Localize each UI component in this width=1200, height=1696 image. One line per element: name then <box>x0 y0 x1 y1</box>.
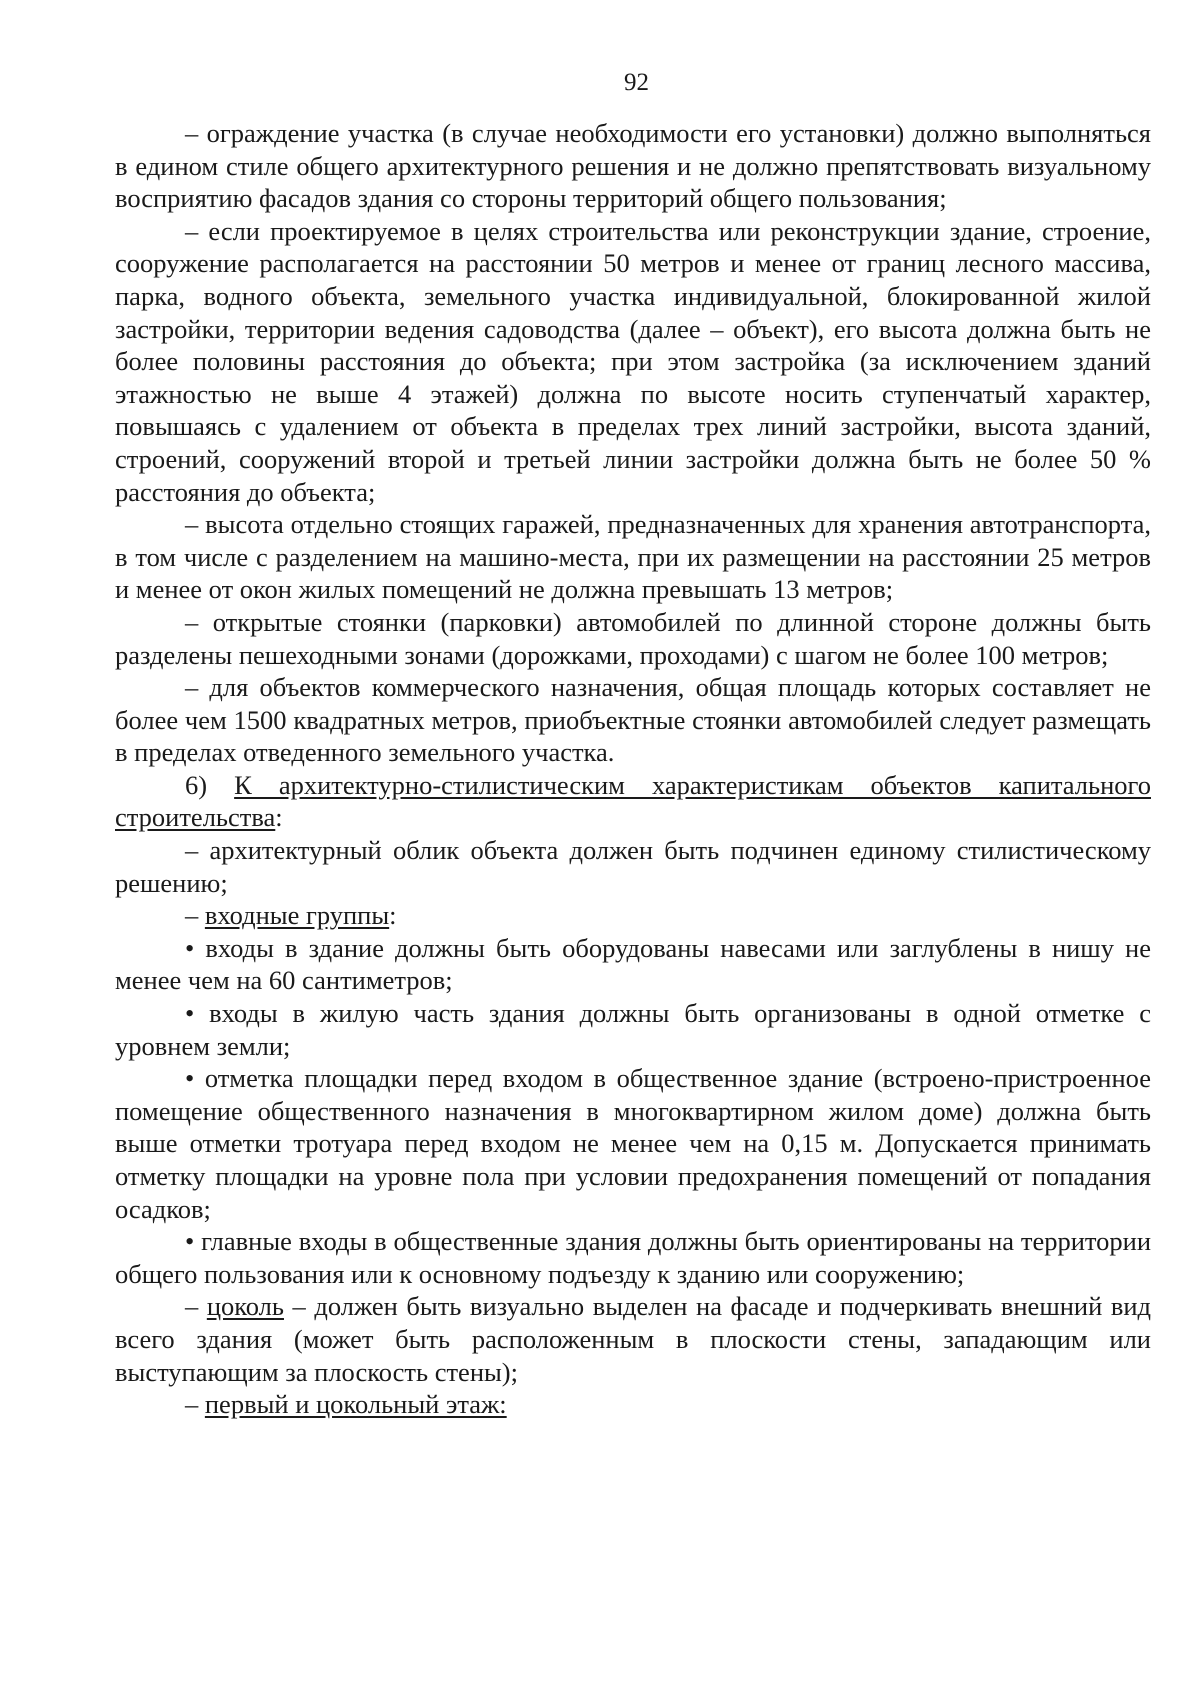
entrance-groups-heading: входные группы <box>204 900 390 931</box>
paragraph-plinth <box>115 1290 1151 1388</box>
bullet-residential-entrance-level: • входы в жилую часть здания должны быть организованы в одной отметке с уровнем земли; <box>115 998 1151 1061</box>
first-floor-dash: – <box>185 1389 205 1420</box>
document-body <box>115 117 1151 1421</box>
section-6-number: 6) <box>185 769 235 800</box>
paragraph-height-limit: – если проектируемое в целях строительства или реконструкции здание, строение, сооружение располагается на расстоянии 50 метров и менее от границ лесного массива, парка, водного объекта, земельного участка индивидуальной, блокированной жилой застройки, территории ведения садоводства (далее – объект), его высота должна быть не более половины расстояния до объекта; при этом застройка (за исключением зданий этажностью не выше 4 этажей) должна по высоте носить ступенчатый характер, повышаясь с удалением от объекта в пределах трех линий застройки, высота зданий, строений, сооружений второй и третьей линии застройки должна быть не более 50 % расстояния до объекта; <box>115 215 1151 507</box>
section-6-colon: : <box>275 802 283 833</box>
entrance-groups-colon: : <box>389 900 397 931</box>
paragraph-parking: – открытые стоянки (парковки) автомобилей по длинной стороне должны быть разделены пешеходными зонами (дорожками, проходами) с шагом не более 100 метров; <box>115 606 1151 670</box>
entrance-groups-dash: – <box>185 900 205 931</box>
paragraph-architectural-look: – архитектурный облик объекта должен быть подчинен единому стилистическому решению; <box>115 835 1151 898</box>
paragraph-commercial-parking: – для объектов коммерческого назначения, общая площадь которых составляет не более чем 1500 квадратных метров, приобъектные стоянки автомобилей следует размещать в пределах отведенного земельного участка. <box>115 672 1151 768</box>
page-number: 92 <box>624 69 649 96</box>
plinth-dash: – <box>185 1291 207 1322</box>
plinth-text: – должен быть визуально выделен на фасаде и подчеркивать внешний вид всего здания (может быть расположенным в плоскости стены, западающим или выступающим за плоскость стены); <box>115 1291 1152 1387</box>
bullet-platform-elevation: • отметка площадки перед входом в общественное здание (встроено-пристроенное помещение общественного назначения в многоквартирном жилом доме) должна быть выше отметки тротуара перед входом не менее чем на 0,15 м. Допускается принимать отметку площадки на уровне пола при условии предохранения помещений от попадания осадков; <box>115 1063 1151 1224</box>
bullet-entrance-canopies: • входы в здание должны быть оборудованы навесами или заглублены в нишу не менее чем на 60 сантиметров; <box>115 932 1151 996</box>
bullet-main-entrances: • главные входы в общественные здания должны быть ориентированы на территории общего пользования или к основному подъезду к зданию или сооружению; <box>115 1226 1151 1289</box>
section-6-heading: К архитектурно-стилистическим характеристикам объектов капитального строительства <box>115 769 1151 833</box>
paragraph-entrance-groups <box>115 899 1151 932</box>
paragraph-garages: – высота отдельно стоящих гаражей, предназначенных для хранения автотранспорта, в том числе с разделением на машино-места, при их размещении на расстоянии 25 метров и менее от окон жилых помещений не должна превышать 13 метров; <box>115 509 1151 605</box>
plinth-heading: цоколь <box>206 1291 284 1322</box>
first-floor-heading: первый и цокольный этаж: <box>204 1389 507 1420</box>
paragraph-section-6 <box>115 769 1151 834</box>
paragraph-first-floor <box>115 1388 1151 1421</box>
paragraph-fence-style: – ограждение участка (в случае необходимости его установки) должно выполняться в едином стиле общего архитектурного решения и не должно препятствовать визуальному восприятию фасадов здания со стороны территорий общего пользования; <box>115 118 1151 214</box>
